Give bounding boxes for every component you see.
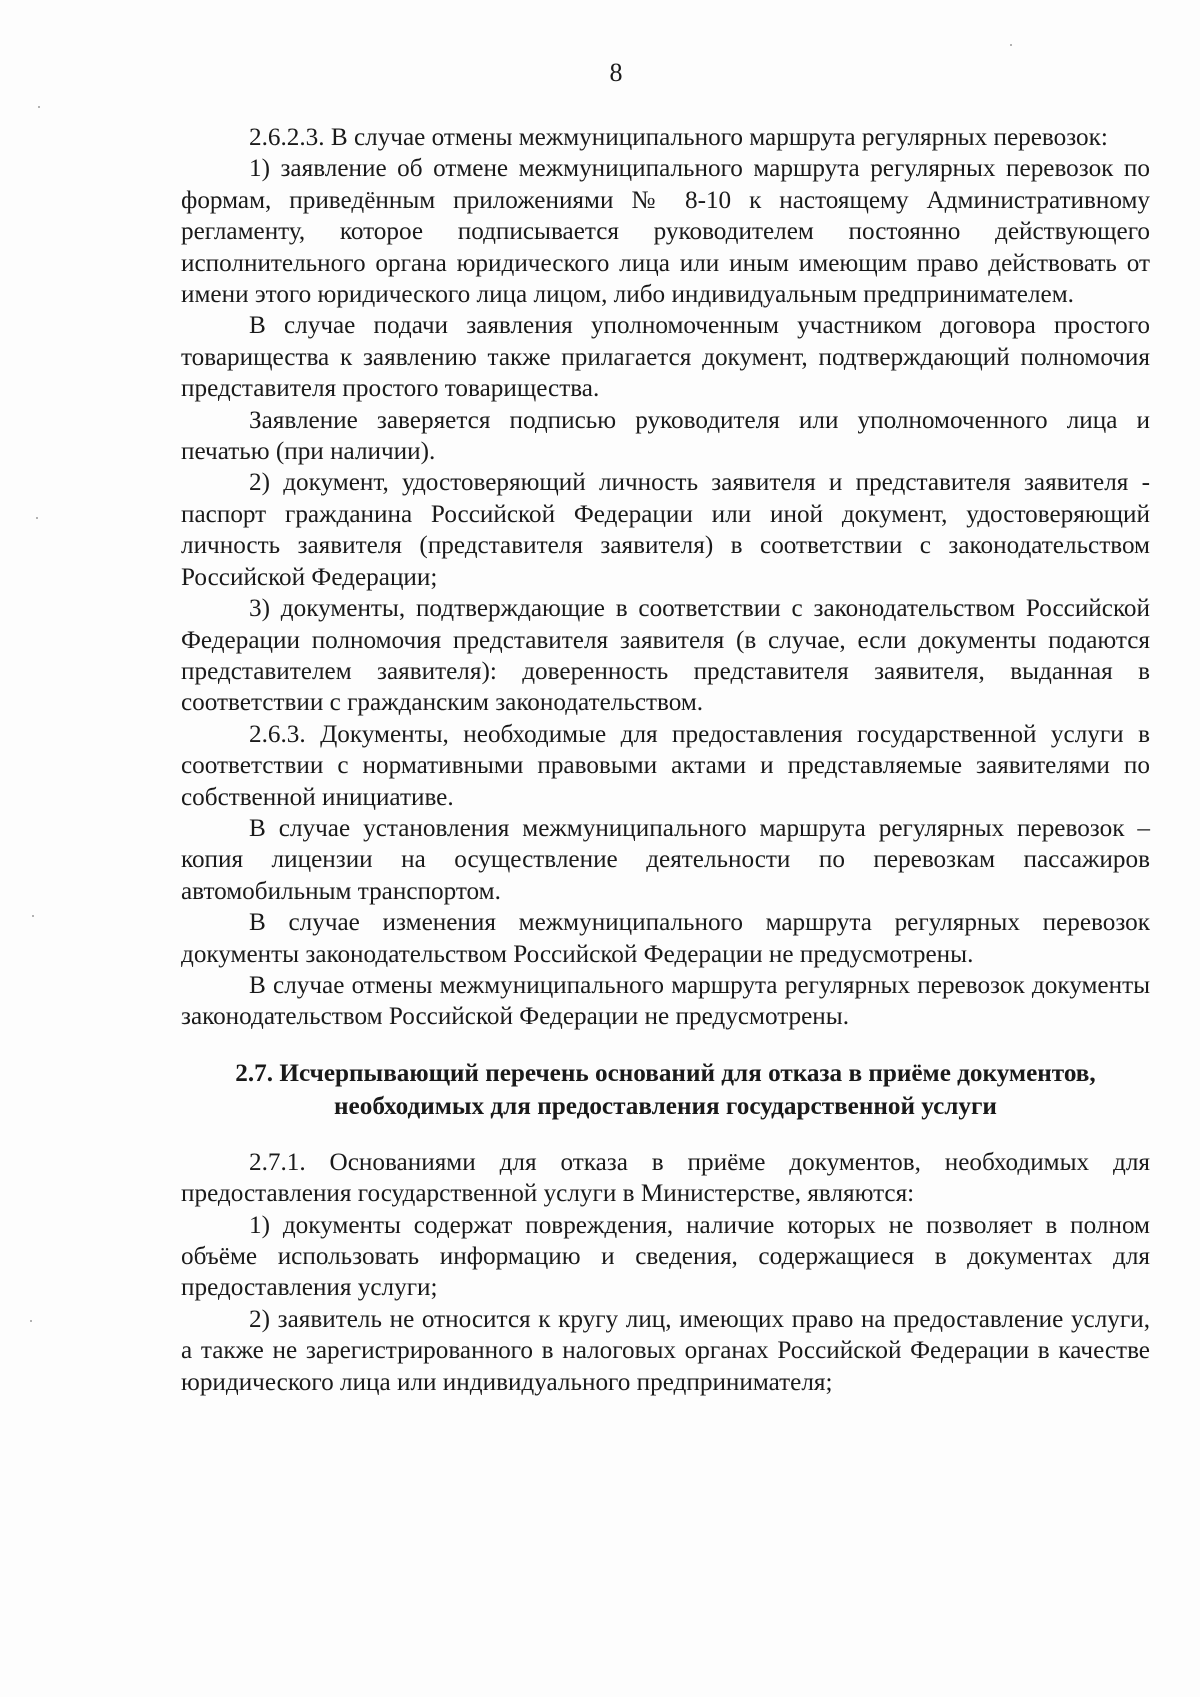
scan-speck — [1010, 44, 1012, 46]
paragraph-reason-1: 1) документы содержат повреждения, наличие которых не позволяет в полном объёме использовать информацию и сведения, содержащиеся в документах для предоставления услуги; — [181, 1211, 1150, 1302]
paragraph-2-6-3: 2.6.3. Документы, необходимые для предоставления государственной услуги в соответствии с нормативными правовыми актами и представляемые заявителями по собственной инициативе. — [181, 720, 1150, 811]
paragraph-signature: Заявление заверяется подписью руководителя или уполномоченного лица и печатью (при наличии). — [181, 406, 1150, 466]
scan-speck — [30, 1320, 32, 1322]
paragraph-item-1: 1) заявление об отмене межмуниципального маршрута регулярных перевозок по формам, приведённым приложениями № 8-10 к настоящему Административному регламенту, которое подписывается руководителем постоянно действующего исполнительного органа юридического лица или иным имеющим право действовать от имени этого юридического лица лицом, либо индивидуальным предпринимателем. — [181, 155, 1150, 309]
section-heading-line-1: 2.7. Исчерпывающий перечень оснований для отказа в приёме документов, — [235, 1059, 1096, 1087]
scan-speck — [32, 915, 34, 917]
paragraph-item-2: 2) документ, удостоверяющий личность заявителя и представителя заявителя - паспорт гражданина Российской Федерации или иной документ, удостоверяющий личность заявителя (представителя заявителя) в соответствии с законодательством Российской Федерации; — [181, 469, 1150, 591]
paragraph-simple-partnership: В случае подачи заявления уполномоченным участником договора простого товарищества к заявлению также прилагается документ, подтверждающий полномочия представителя простого товарищества. — [181, 312, 1150, 403]
scan-speck — [38, 106, 40, 108]
page-number: 8 — [609, 58, 623, 87]
paragraph-item-3: 3) документы, подтверждающие в соответствии с законодательством Российской Федерации полномочия представителя заявителя (в случае, если документы подаются представителем заявителя): доверенность представителя заявителя, выданная в соответствии с гражданским законодательством. — [181, 595, 1150, 717]
paragraph-establish: В случае установления межмуниципального маршрута регулярных перевозок – копия лицензии на осуществление деятельности по перевозкам пассажиров автомобильным транспортом. — [181, 814, 1150, 905]
document-body — [181, 122, 1150, 1398]
section-heading-line-2: необходимых для предоставления государственной услуги — [334, 1092, 997, 1120]
scan-speck — [36, 517, 38, 519]
section-heading-2-7 — [181, 1057, 1150, 1123]
paragraph-reason-2: 2) заявитель не относится к кругу лиц, имеющих право на предоставление услуги, а также не зарегистрированного в налоговых органах Российской Федерации в качестве юридического лица или индивидуального предпринимателя; — [181, 1305, 1150, 1396]
paragraph-2-6-2-3: 2.6.2.3. В случае отмены межмуниципального маршрута регулярных перевозок: — [249, 124, 1108, 151]
paragraph-change: В случае изменения межмуниципального маршрута регулярных перевозок документы законодательством Российской Федерации не предусмотрены. — [181, 909, 1150, 968]
paragraph-2-7-1: 2.7.1. Основаниями для отказа в приёме документов, необходимых для предоставления государственной услуги в Министерстве, являются: — [181, 1148, 1150, 1208]
paragraph-cancel: В случае отмены межмуниципального маршрута регулярных перевозок документы законодательством Российской Федерации не предусмотрены. — [181, 971, 1150, 1031]
